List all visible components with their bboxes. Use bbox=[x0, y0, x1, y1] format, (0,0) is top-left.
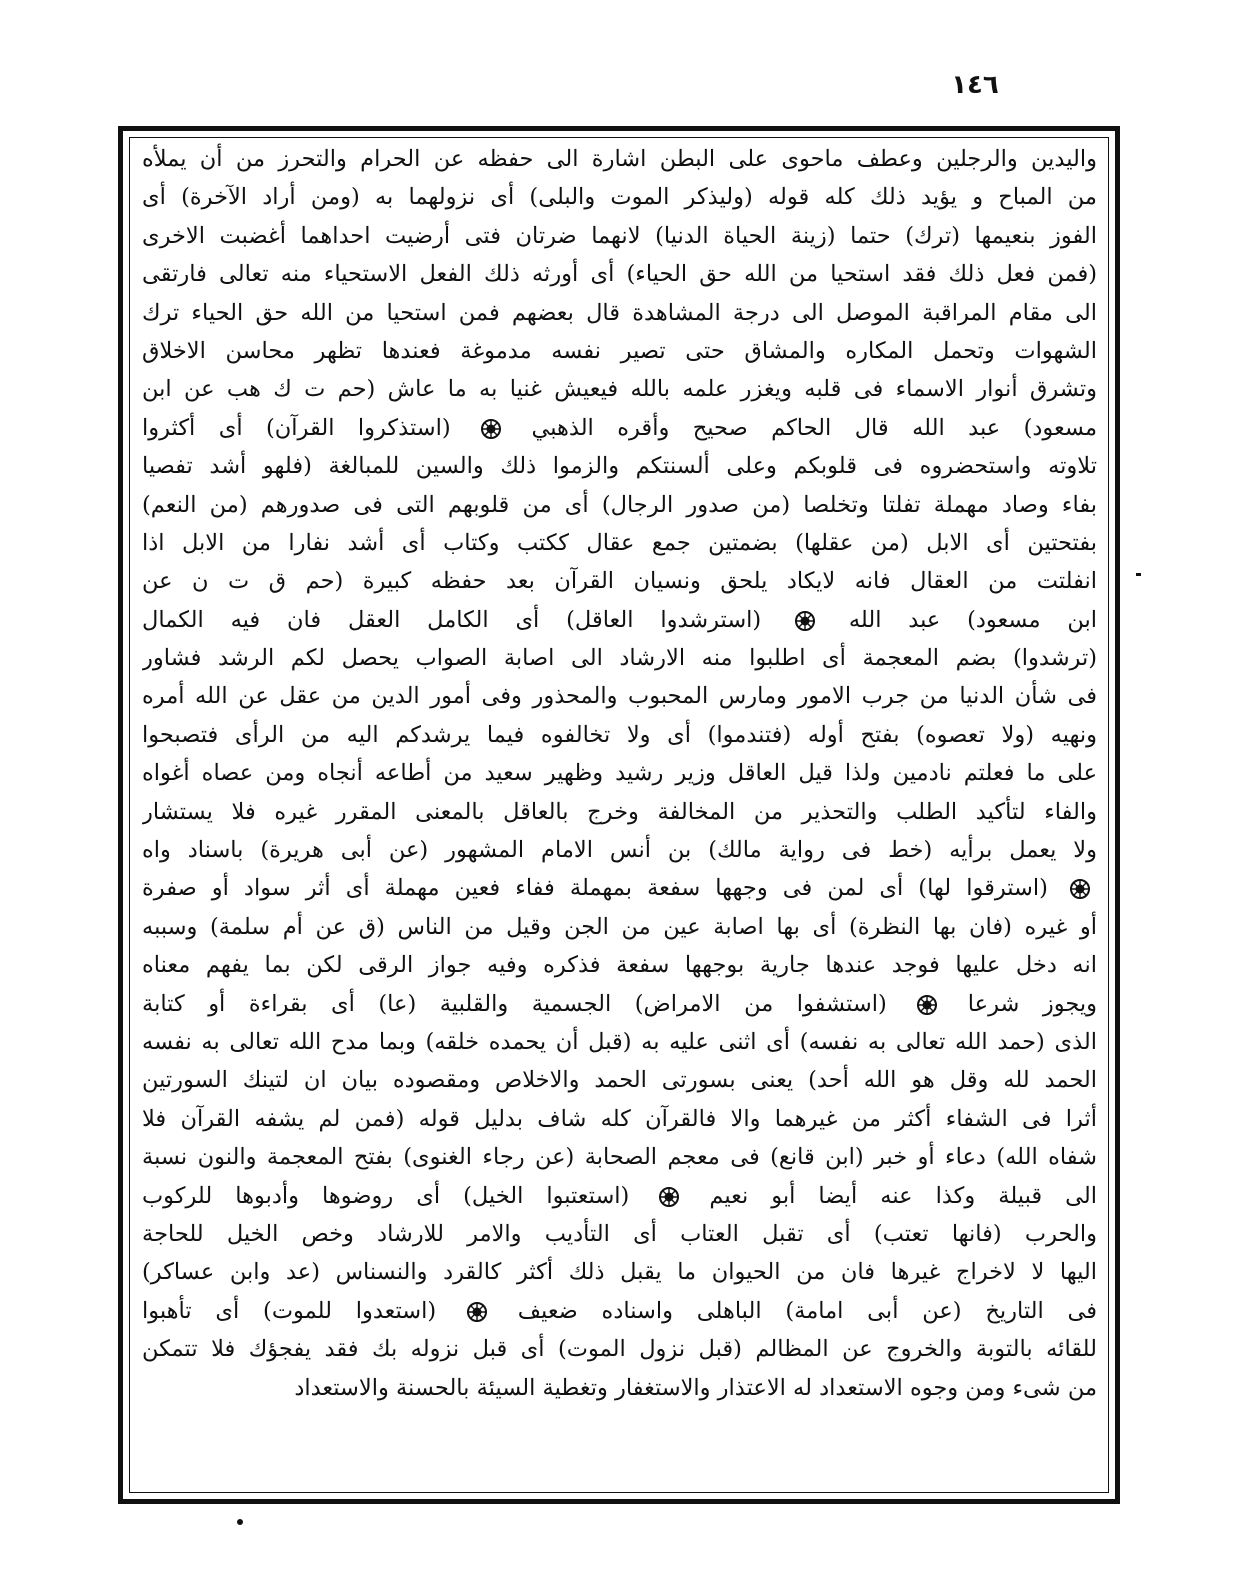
text-line: من شىء ومن وجوه الاستعداد له الاعتذار والاستغفار وتغطية السيئة بالحسنة والاستعداد bbox=[294, 1374, 1097, 1401]
arabic-text-body bbox=[142, 140, 1097, 1490]
text-line: واليدين والرجلين وعطف ماحوى على البطن اشارة الى حفظه عن الحرام والتحرز من أن يملأه bbox=[142, 146, 1097, 172]
rosette-ornament-icon bbox=[658, 1186, 680, 1208]
text-line: للقائه بالتوبة والخروج عن المظالم (قبل نزول الموت) أى قبل نزوله بك فقد يفجؤك فلا تتمكن bbox=[142, 1336, 1097, 1363]
text-line: الشهوات وتحمل المكاره والمشاق حتى تصير نفسه مدموغة فعندها تظهر محاسن الاخلاق bbox=[142, 337, 1097, 364]
text-line: أثرا فى الشفاء أكثر من غيرهما والا فالقرآن كله شاف بدليل قوله (فمن لم يشفه القرآن فلا bbox=[142, 1105, 1097, 1132]
rosette-ornament-icon bbox=[916, 994, 938, 1016]
rosette-ornament-icon bbox=[1069, 878, 1091, 900]
text-line: (ترشدوا) بضم المعجمة أى اطلبوا منه الارشاد الى اصابة الصواب يحصل لكم الرشد فشاور bbox=[142, 645, 1097, 672]
bottom-dot-mark bbox=[237, 1519, 243, 1525]
rosette-ornament-icon bbox=[794, 610, 816, 632]
text-line: وتشرق أنوار الاسماء فى قلبه ويغزر علمه بالله فيعيش غنيا به ما عاش (حم ت ك هب عن ابن bbox=[142, 376, 1097, 403]
rosette-ornament-icon bbox=[480, 418, 502, 440]
text-line: ولا يعمل برأيه (خط فى رواية مالك) بن أنس الامام المشهور (عن أبى هريرة) باسناد واه bbox=[142, 837, 1097, 864]
text-line: والفاء لتأكيد الطلب والتحذير من المخالفة وخرج بالعاقل بالمعنى المقرر غيره فلا يستشار bbox=[142, 798, 1097, 825]
text-line: (فمن فعل ذلك فقد استحيا من الله حق الحياء) أى أورثه ذلك الفعل الاستحياء منه تعالى فارتقى bbox=[142, 261, 1097, 288]
page-number: ١٤٦ bbox=[951, 70, 999, 100]
text-line: تلاوته واستحضروه فى قلوبكم وعلى ألسنتكم والزموا ذلك والسين للمبالغة (فلهو أشد تفصيا bbox=[142, 453, 1097, 480]
text-line: الفوز بنعيمها (ترك) حتما (زينة الحياة الدنيا) لانهما ضرتان فتى أرضيت احداهما أغضبت الاخرى bbox=[142, 222, 1097, 249]
text-line: بفاء وصاد مهملة تفلتا وتخلصا (من صدور الرجال) أى من قلوبهم التى فى صدورهم (من النعم) bbox=[142, 491, 1097, 518]
text-line: ابن مسعود) عبد الله (استرشدوا العاقل) أى الكامل العقل فان فيه الكمال bbox=[142, 606, 1097, 633]
text-line: الذى (حمد الله تعالى به نفسه) أى اثنى عليه به (قبل أن يحمده خلقه) وبما مدح الله تعالى به نفسه bbox=[142, 1028, 1097, 1055]
text-line: شفاه الله) دعاء أو خبر (ابن قانع) فى معجم الصحابة (عن رجاء الغنوى) بفتح المعجمة والنون نسبة bbox=[142, 1144, 1097, 1171]
text-line: على ما فعلتم نادمين ولذا قيل العاقل وزير رشيد وظهير سعيد من أطاعه أنجاه ومن عصاه أغواه bbox=[142, 760, 1097, 787]
text-line: اليها لا لاخراج غيرها فان من الحيوان ما يقبل ذلك أكثر كالقرد والنسناس (عد وابن عساكر) bbox=[142, 1259, 1097, 1286]
margin-mark bbox=[1136, 573, 1141, 576]
text-line: (استرقوا لها) أى لمن فى وجهها سفعة بمهملة ففاء فعين مهملة أى أثر سواد أو صفرة bbox=[142, 869, 1097, 907]
text-line: من المباح و يؤيد ذلك كله قوله (وليذكر الموت والبلى) أى نزولهما به (ومن أراد الآخرة) أى bbox=[142, 184, 1097, 211]
text-line: بفتحتين أى الابل (من عقلها) بضمتين جمع عقال ككتب وكتاب أى أشد نفارا من الابل اذا bbox=[142, 529, 1097, 556]
text-line: الى قبيلة وكذا عنه أيضا أبو نعيم (استعتبوا الخيل) أى روضوها وأدبوها للركوب bbox=[142, 1182, 1097, 1209]
text-line: الى مقام المراقبة الموصل الى درجة المشاهدة قال بعضهم فمن استحيا من الله حق الحياء ترك bbox=[142, 299, 1097, 326]
text-line: انه دخل عليها فوجد عندها جارية بوجهها سفعة فذكره وفيه جواز الرقى لكن بما يفهم معناه bbox=[142, 952, 1097, 979]
text-line: فى التاريخ (عن أبى امامة) الباهلى واسناده ضعيف (استعدوا للموت) أى تأهبوا bbox=[142, 1297, 1097, 1324]
rosette-ornament-icon bbox=[466, 1301, 488, 1323]
text-line: مسعود) عبد الله قال الحاكم صحيح وأقره الذهبي (استذكروا القرآن) أى أكثروا bbox=[142, 414, 1097, 441]
text-line: ونهيه (ولا تعصوه) بفتح أوله (فتندموا) أى ولا تخالفوه فيما يرشدكم اليه من الرأى فتصبحوا bbox=[142, 721, 1097, 748]
text-line: انفلتت من العقال فانه لايكاد يلحق ونسيان القرآن بعد حفظه كبيرة (حم ق ت ن عن bbox=[142, 568, 1097, 595]
text-line: فى شأن الدنيا من جرب الامور ومارس المحبوب والمحذور وفى أمور الدين من عقل عن الله أمره bbox=[142, 683, 1097, 710]
text-line: ويجوز شرعا (استشفوا من الامراض) الجسمية والقلبية (عا) أى بقراءة أو كتابة bbox=[142, 990, 1097, 1017]
text-line: أو غيره (فان بها النظرة) أى بها اصابة عين من الجن وقيل من الناس (ق عن أم سلمة) وسببه bbox=[142, 913, 1097, 940]
text-line: الحمد لله وقل هو الله أحد) يعنى بسورتى الحمد والاخلاص ومقصوده بيان ان لتينك السورتين bbox=[142, 1067, 1097, 1094]
text-line: والحرب (فانها تعتب) أى تقبل العتاب أى التأديب والامر للارشاد وخص الخيل للحاجة bbox=[142, 1220, 1097, 1247]
